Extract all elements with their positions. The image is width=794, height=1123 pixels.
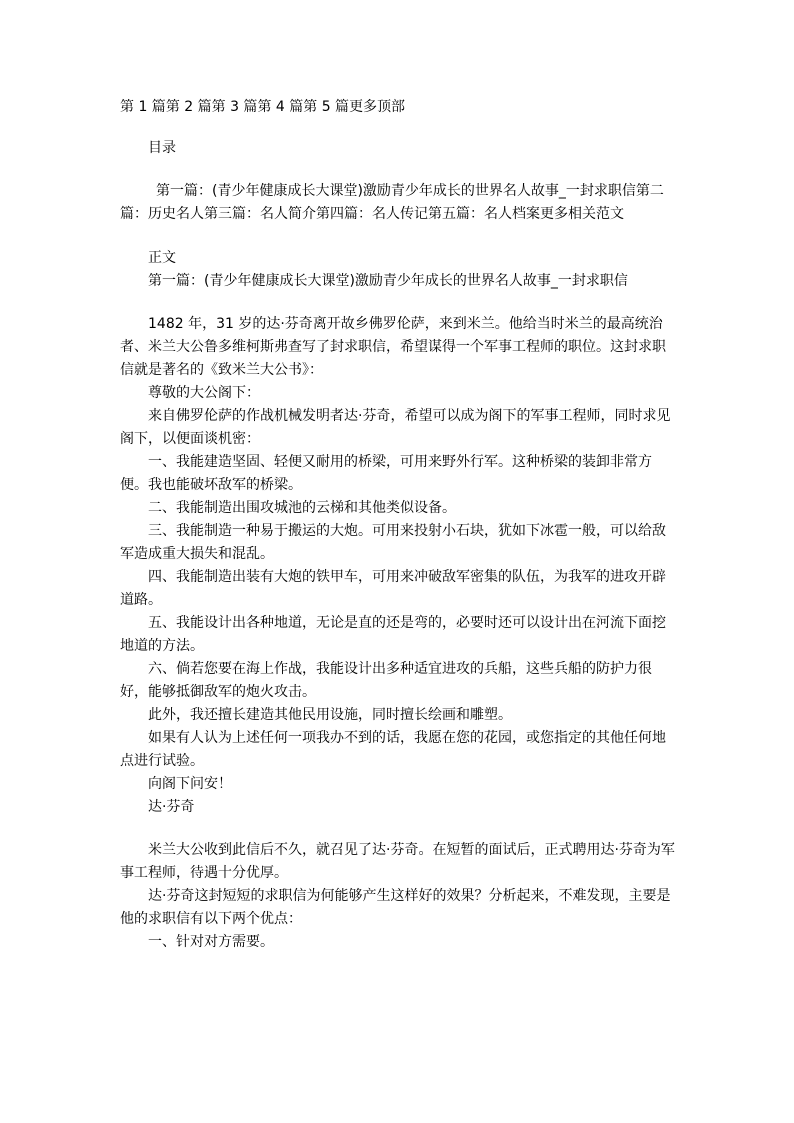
letter-trial-offer: 如果有人认为上述任何一项我办不到的话，我愿在您的花园，或您指定的其他任何地点进行试验。 [120,730,666,769]
letter-item-4: 四、我能制造出装有大炮的铁甲车，可用来冲破敌军密集的队伍，为我军的进攻开辟道路。 [120,569,666,608]
top-navigation [120,96,676,118]
article-title: 第一篇：(青少年健康成长大课堂)激励青少年成长的世界名人故事_一封求职信 [148,273,628,289]
letter-item-3: 三、我能制造一种易于搬运的大炮。可用来投射小石块，犹如下冰雹一般，可以给敌军造成重大损失和混乱。 [120,523,666,562]
nav-link-part-5[interactable]: 第 5 篇 [303,99,350,115]
paragraph-intro: 1482 年，31 岁的达·芬奇离开故乡佛罗伦萨，来到米兰。他给当时米兰的最高统治者、米兰大公鲁多维柯斯弗查写了封求职信，希望谋得一个军事工程师的职位。这封求职信就是著名的《致米兰大公书》： [120,316,666,378]
nav-link-part-2[interactable]: 第 2 篇 [165,99,212,115]
letter-addition: 此外，我还擅长建造其他民用设施，同时擅长绘画和雕塑。 [148,707,512,723]
nav-link-more[interactable]: 更多 [349,99,378,115]
letter-salutation: 尊敬的大公阁下： [148,385,260,401]
toc-heading: 目录 [148,140,176,156]
nav-link-part-1[interactable]: 第 1 篇 [120,99,166,115]
paragraph-point-1: 一、针对对方需要。 [148,934,274,950]
toc-text: 第一篇：(青少年健康成长大课堂)激励青少年成长的世界名人故事_一封求职信第二篇：历史名人第三篇：名人简介第四篇：名人传记第五篇：名人档案更多相关范文 [120,183,664,222]
letter-signature: 达·芬奇 [148,799,195,815]
nav-link-part-4[interactable]: 第 4 篇 [257,99,304,115]
document-page [120,96,676,954]
letter-item-5: 五、我能设计出各种地道，无论是直的还是弯的，必要时还可以设计出在河流下面挖地道的方法。 [120,615,666,654]
letter-opening: 来自佛罗伦萨的作战机械发明者达·芬奇，希望可以成为阁下的军事工程师，同时求见阁下，以便面谈机密： [120,408,671,447]
nav-link-part-3[interactable]: 第 3 篇 [211,99,258,115]
nav-link-top[interactable]: 顶部 [377,99,406,115]
letter-item-2: 二、我能制造出围攻城池的云梯和其他类似设备。 [148,500,456,516]
letter-item-6: 六、倘若您要在海上作战，我能设计出多种适宜进攻的兵船，这些兵船的防护力很好，能够抵御敌军的炮火攻击。 [120,661,652,700]
letter-closing: 向阁下问安！ [148,776,232,792]
body-heading: 正文 [148,250,176,266]
paragraph-outcome: 米兰大公收到此信后不久，就召见了达·芬奇。在短暂的面试后，正式聘用达·芬奇为军事工程师，待遇十分优厚。 [120,842,675,881]
paragraph-analysis: 达·芬奇这封短短的求职信为何能够产生这样好的效果？分析起来，不难发现，主要是他的求职信有以下两个优点： [120,888,671,927]
letter-item-1: 一、我能建造坚固、轻便又耐用的桥梁，可用来野外行军。这种桥梁的装卸非常方便。我也能破坏敌军的桥梁。 [120,454,652,493]
